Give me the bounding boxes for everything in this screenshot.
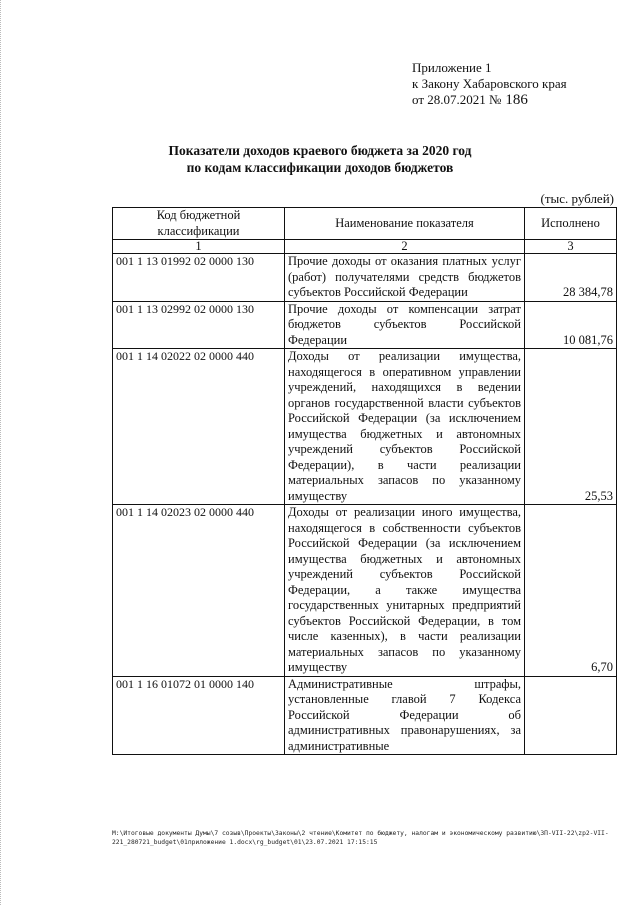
row-value: 6,70: [525, 505, 617, 677]
col-number-1: 1: [113, 240, 285, 254]
row-value: 10 081,76: [525, 301, 617, 349]
footer-line-1: M:\Итоговые документы Думы\7 созыв\Проекты\Законы\2 чтение\Комитет по бюджету, налогам и экономическому развитию\ЗП-VII-22\zp2-VII-: [112, 830, 609, 837]
title-line-2: по кодам классификации доходов бюджетов: [186, 160, 454, 175]
title-line-1: Показатели доходов краевого бюджета за 2020 год: [168, 143, 472, 158]
row-code: 001 1 14 02023 02 0000 440: [113, 505, 285, 677]
table-header-row: [113, 208, 617, 240]
appendix-number: 186: [505, 92, 528, 108]
col-number-3: 3: [525, 240, 617, 254]
row-code: 001 1 13 01992 02 0000 130: [113, 254, 285, 302]
row-code: 001 1 13 02992 02 0000 130: [113, 301, 285, 349]
row-value: [525, 676, 617, 755]
row-code: 001 1 14 02022 02 0000 440: [113, 349, 285, 505]
units-label: (тыс. рублей): [540, 191, 614, 206]
appendix-date-text: от 28.07.2021 №: [412, 92, 502, 107]
row-name: Административные штрафы, установленные главой 7 Кодекса Российской Федерации об административных правонарушениях, за административные: [285, 676, 525, 755]
row-name: Доходы от реализации имущества, находящегося в оперативном управлении учреждений, находящихся в ведении органов государственной власти субъектов Российской Федерации (за исключением имущества бюджетных и автономных учреждений субъектов Российской Федерации), в части реализации материальных запасов по указанному имуществу: [285, 349, 525, 505]
revenue-table: [112, 207, 617, 755]
row-name: Прочие доходы от оказания платных услуг (работ) получателями средств бюджетов субъектов Российской Федерации: [285, 254, 525, 302]
header-code: Код бюджетной классификации: [113, 208, 285, 240]
footer-line-2: 221_280721_budget\01приложение 1.docx\rg_budget\01\23.07.2021 17:15:15: [112, 839, 378, 846]
col-number-2: 2: [285, 240, 525, 254]
table-row: [113, 254, 617, 302]
document-title: [0, 142, 640, 176]
table-row: [113, 301, 617, 349]
row-name: Доходы от реализации иного имущества, находящегося в собственности субъектов Российской Федерации (за исключением имущества бюджетных и автономных учреждений субъектов Российской Федерации, а также имущества государственных унитарных предприятий субъектов Российской Федерации, в том числе казенных), в части реализации материальных запасов по указанному имуществу: [285, 505, 525, 677]
row-code: 001 1 16 01072 01 0000 140: [113, 676, 285, 755]
appendix-block: [412, 60, 612, 108]
header-name: Наименование показателя: [285, 208, 525, 240]
row-value: 28 384,78: [525, 254, 617, 302]
appendix-label: Приложение 1: [412, 60, 492, 75]
table-row: [113, 349, 617, 505]
table-row: [113, 676, 617, 755]
file-path-footer: [112, 829, 622, 847]
column-numbers-row: [113, 240, 617, 254]
appendix-date: [412, 92, 612, 108]
row-value: 25,53: [525, 349, 617, 505]
row-name: Прочие доходы от компенсации затрат бюджетов субъектов Российской Федерации: [285, 301, 525, 349]
header-value: Исполнено: [525, 208, 617, 240]
appendix-law: к Закону Хабаровского края: [412, 76, 567, 91]
table-row: [113, 505, 617, 677]
scan-edge-mark: [0, 0, 8, 905]
